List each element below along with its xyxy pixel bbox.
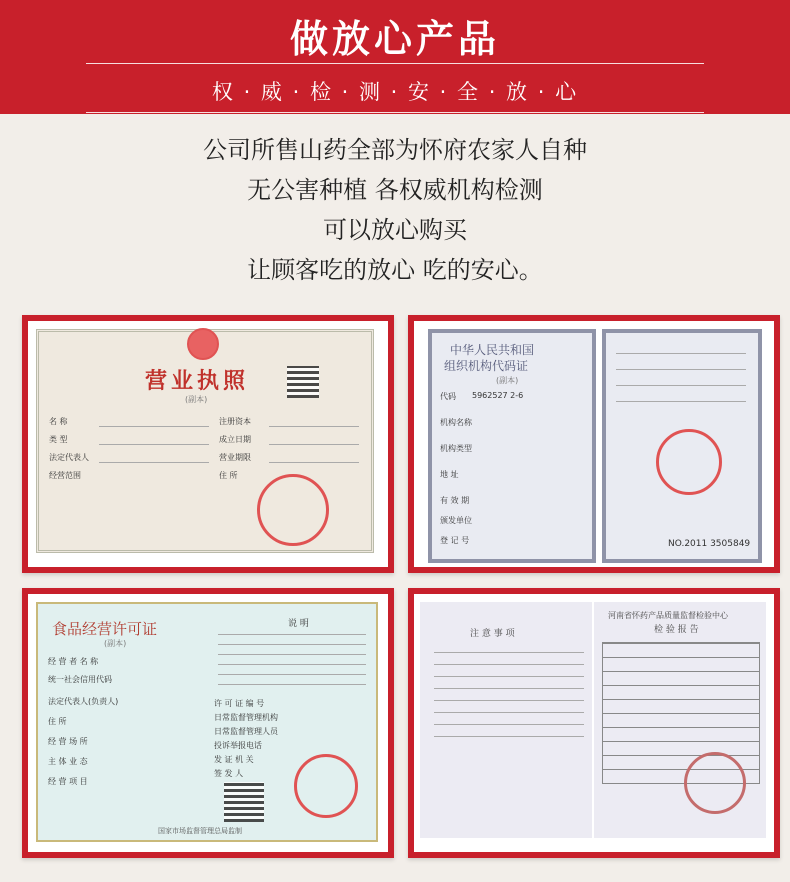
org-code-back-document: [602, 329, 762, 563]
license-copy-label: (副本): [185, 395, 208, 404]
qr-code-icon: [287, 366, 319, 398]
food-permit-right-field: 日常监督管理机构: [214, 713, 278, 722]
food-permit-document: [36, 602, 378, 842]
license-field: 住 所: [219, 471, 238, 480]
license-title: 营业执照: [145, 369, 250, 394]
food-permit-card: [22, 588, 394, 858]
test-report-notes-title: 注 意 事 项: [470, 629, 515, 639]
org-code-field: 颁发单位: [440, 516, 472, 525]
food-permit-field: 住 所: [48, 717, 67, 726]
license-field: 经营范围: [49, 471, 81, 480]
license-field: 注册资本: [219, 417, 251, 426]
food-permit-field: 经 营 项 目: [48, 777, 88, 786]
org-code-field: 登 记 号: [440, 536, 470, 545]
license-field: 类 型: [49, 435, 68, 444]
org-code-title-1: 中华人民共和国: [450, 343, 535, 357]
official-seal-icon: [684, 752, 746, 814]
org-code-card: [408, 315, 780, 573]
org-code-field: 机构类型: [440, 444, 472, 453]
food-permit-field: 经 营 场 所: [48, 737, 88, 746]
intro-line: 无公害种植 各权威机构检测: [247, 176, 543, 204]
food-permit-notes-title: 说 明: [288, 619, 309, 629]
national-emblem-icon: [187, 328, 219, 360]
org-code-number: 5962527 2-6: [472, 391, 524, 400]
test-report-title: 检 验 报 告: [654, 625, 699, 635]
banner-divider-bottom: [86, 112, 704, 113]
org-code-document: [428, 329, 596, 563]
food-permit-field: 统一社会信用代码: [48, 675, 112, 684]
org-code-title-2: 组织机构代码证: [444, 359, 529, 373]
license-field: 成立日期: [219, 435, 251, 444]
qr-code-icon: [224, 782, 264, 822]
org-code-copy-label: (副本): [496, 376, 519, 385]
food-permit-footer: 国家市场监督管理总局监制: [158, 827, 242, 835]
food-permit-copy-label: (副本): [104, 639, 127, 648]
org-code-field: 机构名称: [440, 418, 472, 427]
test-report-org: 河南省怀药产品质量监督检验中心: [608, 611, 728, 620]
intro-line: 让顾客吃的放心 吃的安心。: [247, 256, 543, 284]
license-field: 营业期限: [219, 453, 251, 462]
license-field: 法定代表人: [49, 453, 89, 462]
banner-subtitle: 权 · 威 · 检 · 测 · 安 · 全 · 放 · 心: [211, 80, 579, 104]
business-license-card: [22, 315, 394, 573]
food-permit-field: 经 营 者 名 称: [48, 657, 99, 666]
org-code-label: 代码: [440, 392, 456, 401]
food-permit-right-field: 许 可 证 编 号: [214, 699, 265, 708]
official-seal-icon: [257, 474, 329, 546]
business-license-document: [36, 329, 374, 553]
intro-line: 可以放心购买: [323, 216, 467, 244]
test-report-card: [408, 588, 780, 858]
food-permit-right-field: 签 发 人: [214, 769, 244, 778]
test-report-notes-page: [420, 602, 592, 838]
intro-text: [0, 130, 790, 290]
org-code-field: 有 效 期: [440, 496, 470, 505]
banner-title: 做放心产品: [289, 17, 500, 61]
test-report-page: [594, 602, 766, 838]
official-seal-icon: [294, 754, 358, 818]
org-code-serial: NO.2011 3505849: [668, 539, 751, 549]
food-permit-field: 法定代表人(负责人): [48, 697, 119, 706]
org-code-field: 地 址: [440, 470, 459, 479]
intro-line: 公司所售山药全部为怀府农家人自种: [203, 136, 587, 164]
header-banner: [0, 0, 790, 114]
food-permit-right-field: 日常监督管理人员: [214, 727, 278, 736]
license-field: 名 称: [49, 417, 68, 426]
food-permit-field: 主 体 业 态: [48, 757, 88, 766]
banner-divider-top: [86, 63, 704, 64]
food-permit-right-field: 投诉举报电话: [214, 741, 262, 750]
food-permit-right-field: 发 证 机 关: [214, 755, 254, 764]
food-permit-title: 食品经营许可证: [52, 620, 158, 638]
official-seal-icon: [656, 429, 722, 495]
